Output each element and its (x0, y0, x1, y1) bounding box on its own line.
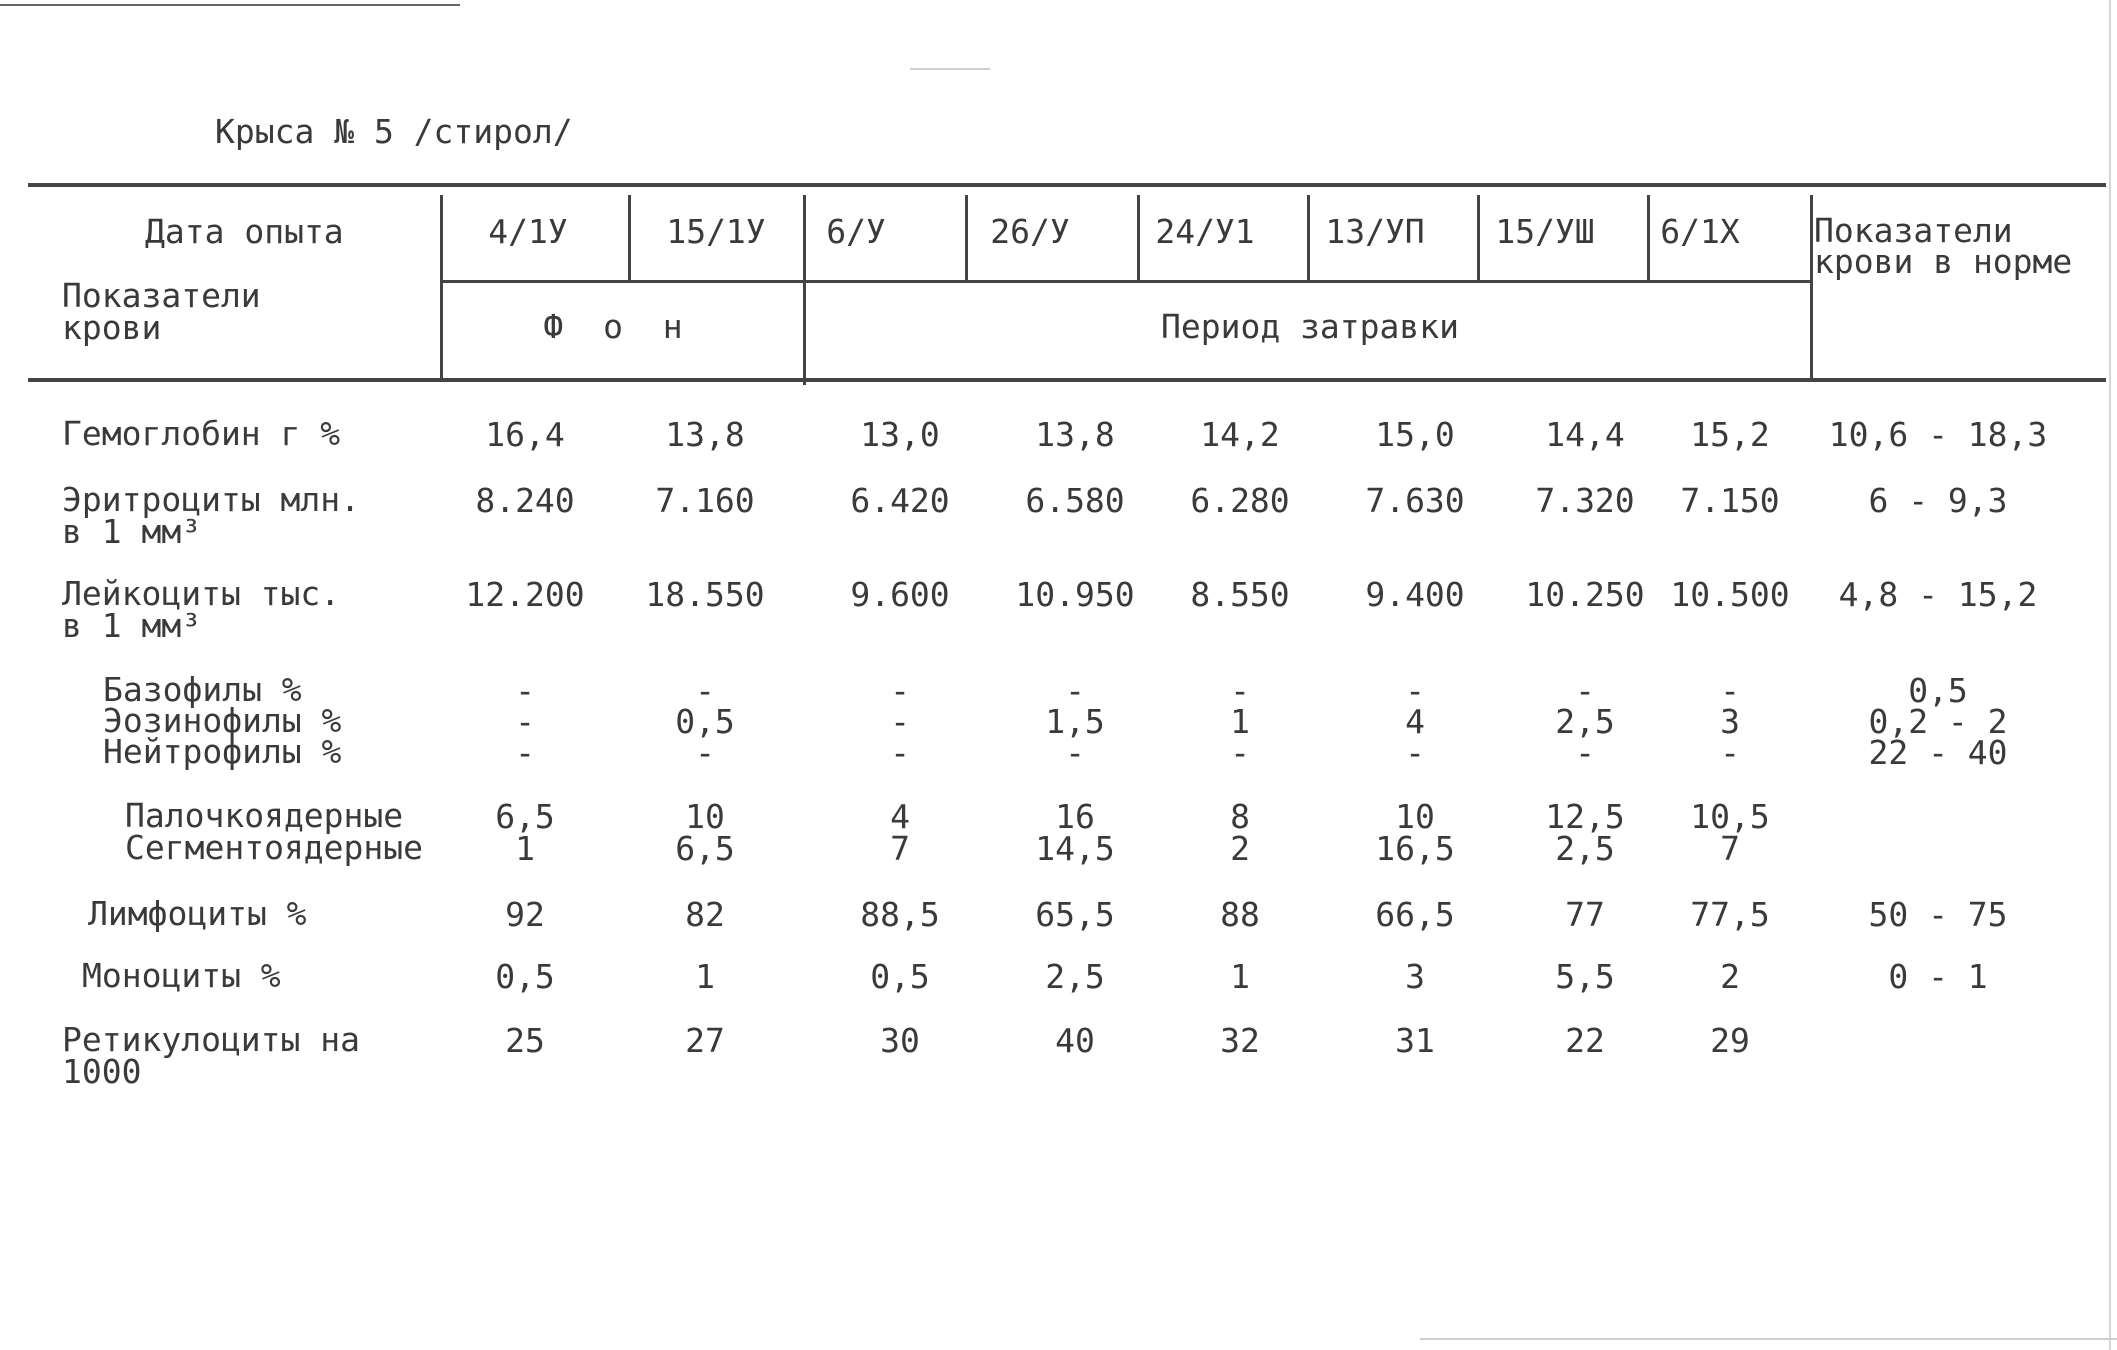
date-col-1: 4/1У (488, 212, 568, 251)
label-basophils: Базофилы % (103, 670, 302, 709)
cell-monocytes-4: 2,5 (1045, 957, 1105, 996)
cell-leukocytes-1: 12.200 (465, 575, 585, 614)
cell-band-7: 12,5 (1545, 797, 1625, 836)
cell-band-3: 4 (890, 797, 910, 836)
date-col-3: 6/У (826, 212, 886, 251)
cell-segmented-4: 14,5 (1035, 829, 1115, 868)
cell-neutrophils-3: - (890, 733, 910, 772)
cell-lymphocytes-1: 92 (505, 895, 545, 934)
cell-hemoglobin-5: 14,2 (1200, 415, 1280, 454)
cell-monocytes-1: 0,5 (495, 957, 555, 996)
label-leukocytes-2: в 1 мм³ (62, 606, 202, 645)
cell-neutrophils-6: - (1405, 733, 1425, 772)
cell-leukocytes-5: 8.550 (1190, 575, 1290, 614)
cell-band-1: 6,5 (495, 797, 555, 836)
col-sep-7 (1647, 195, 1650, 282)
cell-eosinophils-4: 1,5 (1045, 702, 1105, 741)
cell-reticulocytes-3: 30 (880, 1021, 920, 1060)
cell-band-5: 8 (1230, 797, 1250, 836)
cell-monocytes-8: 2 (1720, 957, 1740, 996)
cell-leukocytes-7: 10.250 (1525, 575, 1645, 614)
col-sep-5 (1307, 195, 1310, 282)
cell-lymphocytes-8: 77,5 (1690, 895, 1770, 934)
cell-reticulocytes-4: 40 (1055, 1021, 1095, 1060)
label-reticulocytes-1: Ретикулоциты на (62, 1020, 361, 1059)
date-col-5: 24/У1 (1155, 212, 1255, 251)
cell-segmented-8: 7 (1720, 829, 1740, 868)
cell-erythrocytes-6: 7.630 (1365, 481, 1465, 520)
cell-lymphocytes-2: 82 (685, 895, 725, 934)
cell-leukocytes-8: 10.500 (1670, 575, 1790, 614)
cell-erythrocytes-2: 7.160 (655, 481, 755, 520)
label-band: Палочкоядерные (125, 796, 404, 835)
cell-hemoglobin-1: 16,4 (485, 415, 565, 454)
cell-eosinophils-6: 4 (1405, 702, 1425, 741)
label-eosinophils: Эозинофилы % (103, 701, 342, 740)
col-sep-label (440, 195, 443, 380)
cell-hemoglobin-3: 13,0 (860, 415, 940, 454)
norm-leukocytes: 4,8 - 15,2 (1838, 575, 2038, 614)
norm-eosinophils: 0,2 - 2 (1868, 702, 2008, 741)
cell-monocytes-6: 3 (1405, 957, 1425, 996)
cell-reticulocytes-8: 29 (1710, 1021, 1750, 1060)
cell-eosinophils-3: - (890, 702, 910, 741)
cell-reticulocytes-2: 27 (685, 1021, 725, 1060)
cell-monocytes-2: 1 (695, 957, 715, 996)
date-col-4: 26/У (990, 212, 1070, 251)
cell-hemoglobin-4: 13,8 (1035, 415, 1115, 454)
norm-basophils: 0,5 (1908, 671, 1968, 710)
cell-band-4: 16 (1055, 797, 1095, 836)
cell-basophils-1: - (515, 671, 535, 710)
col-sep-period (803, 195, 806, 385)
cell-neutrophils-7: - (1575, 733, 1595, 772)
cell-monocytes-7: 5,5 (1555, 957, 1615, 996)
label-monocytes: Моноциты % (82, 956, 281, 995)
cell-neutrophils-8: - (1720, 733, 1740, 772)
period-header: Период затравки (1160, 307, 1460, 346)
cell-segmented-7: 2,5 (1555, 829, 1615, 868)
col-sep-6 (1477, 195, 1480, 282)
norm-neutrophils: 22 - 40 (1868, 733, 2008, 772)
col-sep-4 (1137, 195, 1140, 282)
label-leukocytes-1: Лейкоциты тыс. (62, 574, 341, 613)
cell-segmented-2: 6,5 (675, 829, 735, 868)
label-segmented: Сегментоядерные (125, 828, 424, 867)
cell-neutrophils-1: - (515, 733, 535, 772)
cell-monocytes-5: 1 (1230, 957, 1250, 996)
scan-bottom-edge (1420, 1338, 2117, 1340)
cell-lymphocytes-5: 88 (1220, 895, 1260, 934)
date-header: Дата опыта (145, 212, 344, 251)
cell-hemoglobin-8: 15,2 (1690, 415, 1770, 454)
indicators-header: Показатели крови (62, 276, 261, 347)
norm-hemoglobin: 10,6 - 18,3 (1828, 415, 2048, 454)
label-hemoglobin: Гемоглобин г % (62, 414, 341, 453)
cell-basophils-2: - (695, 671, 715, 710)
label-reticulocytes-2: 1000 (62, 1052, 142, 1091)
cell-segmented-3: 7 (890, 829, 910, 868)
page-title: Крыса № 5 /стирол/ (215, 112, 573, 151)
cell-band-2: 10 (685, 797, 725, 836)
cell-eosinophils-1: - (515, 702, 535, 741)
cell-eosinophils-7: 2,5 (1555, 702, 1615, 741)
background-header: Ф о н (543, 307, 693, 346)
cell-erythrocytes-4: 6.580 (1025, 481, 1125, 520)
cell-lymphocytes-4: 65,5 (1035, 895, 1115, 934)
cell-hemoglobin-7: 14,4 (1545, 415, 1625, 454)
scan-right-edge (2109, 0, 2111, 1350)
header-mid-rule (442, 280, 1812, 283)
cell-reticulocytes-6: 31 (1395, 1021, 1435, 1060)
cell-monocytes-3: 0,5 (870, 957, 930, 996)
cell-lymphocytes-3: 88,5 (860, 895, 940, 934)
cell-neutrophils-2: - (695, 733, 715, 772)
cell-neutrophils-5: - (1230, 733, 1250, 772)
cell-erythrocytes-7: 7.320 (1535, 481, 1635, 520)
cell-eosinophils-5: 1 (1230, 702, 1250, 741)
cell-eosinophils-8: 3 (1720, 702, 1740, 741)
cell-basophils-4: - (1065, 671, 1085, 710)
norm-erythrocytes: 6 - 9,3 (1868, 481, 2008, 520)
cell-erythrocytes-3: 6.420 (850, 481, 950, 520)
cell-basophils-5: - (1230, 671, 1250, 710)
cell-segmented-1: 1 (515, 829, 535, 868)
label-erythrocytes-2: в 1 мм³ (62, 512, 202, 551)
cell-leukocytes-6: 9.400 (1365, 575, 1465, 614)
cell-reticulocytes-5: 32 (1220, 1021, 1260, 1060)
label-neutrophils: Нейтрофилы % (103, 732, 342, 771)
cell-neutrophils-4: - (1065, 733, 1085, 772)
cell-erythrocytes-5: 6.280 (1190, 481, 1290, 520)
cell-leukocytes-3: 9.600 (850, 575, 950, 614)
scan-mark (910, 68, 990, 70)
cell-reticulocytes-7: 22 (1565, 1021, 1605, 1060)
cell-basophils-7: - (1575, 671, 1595, 710)
cell-leukocytes-4: 10.950 (1015, 575, 1135, 614)
cell-hemoglobin-6: 15,0 (1375, 415, 1455, 454)
norm-header: Показатели крови в норме (1814, 211, 2073, 281)
cell-basophils-8: - (1720, 671, 1740, 710)
col-sep-1 (628, 195, 631, 282)
table-top-rule (28, 183, 2106, 187)
cell-lymphocytes-6: 66,5 (1375, 895, 1455, 934)
col-sep-norm (1810, 195, 1813, 380)
cell-band-6: 10 (1395, 797, 1435, 836)
date-col-2: 15/1У (666, 212, 766, 251)
cell-erythrocytes-8: 7.150 (1680, 481, 1780, 520)
cell-eosinophils-2: 0,5 (675, 702, 735, 741)
col-sep-3 (965, 195, 968, 282)
cell-reticulocytes-1: 25 (505, 1021, 545, 1060)
scan-edge-line (0, 4, 460, 6)
cell-band-8: 10,5 (1690, 797, 1770, 836)
cell-segmented-6: 16,5 (1375, 829, 1455, 868)
date-col-6: 13/УП (1325, 212, 1425, 251)
cell-basophils-3: - (890, 671, 910, 710)
label-erythrocytes-1: Эритроциты млн. (62, 480, 361, 519)
cell-basophils-6: - (1405, 671, 1425, 710)
cell-leukocytes-2: 18.550 (645, 575, 765, 614)
norm-lymphocytes: 50 - 75 (1868, 895, 2008, 934)
date-col-7: 15/УШ (1495, 212, 1595, 251)
cell-erythrocytes-1: 8.240 (475, 481, 575, 520)
label-lymphocytes: Лимфоциты % (88, 894, 307, 933)
header-bottom-rule (28, 378, 2106, 382)
cell-lymphocytes-7: 77 (1565, 895, 1605, 934)
norm-monocytes: 0 - 1 (1888, 957, 1988, 996)
cell-segmented-5: 2 (1230, 829, 1250, 868)
date-col-8: 6/1Х (1660, 212, 1740, 251)
cell-hemoglobin-2: 13,8 (665, 415, 745, 454)
